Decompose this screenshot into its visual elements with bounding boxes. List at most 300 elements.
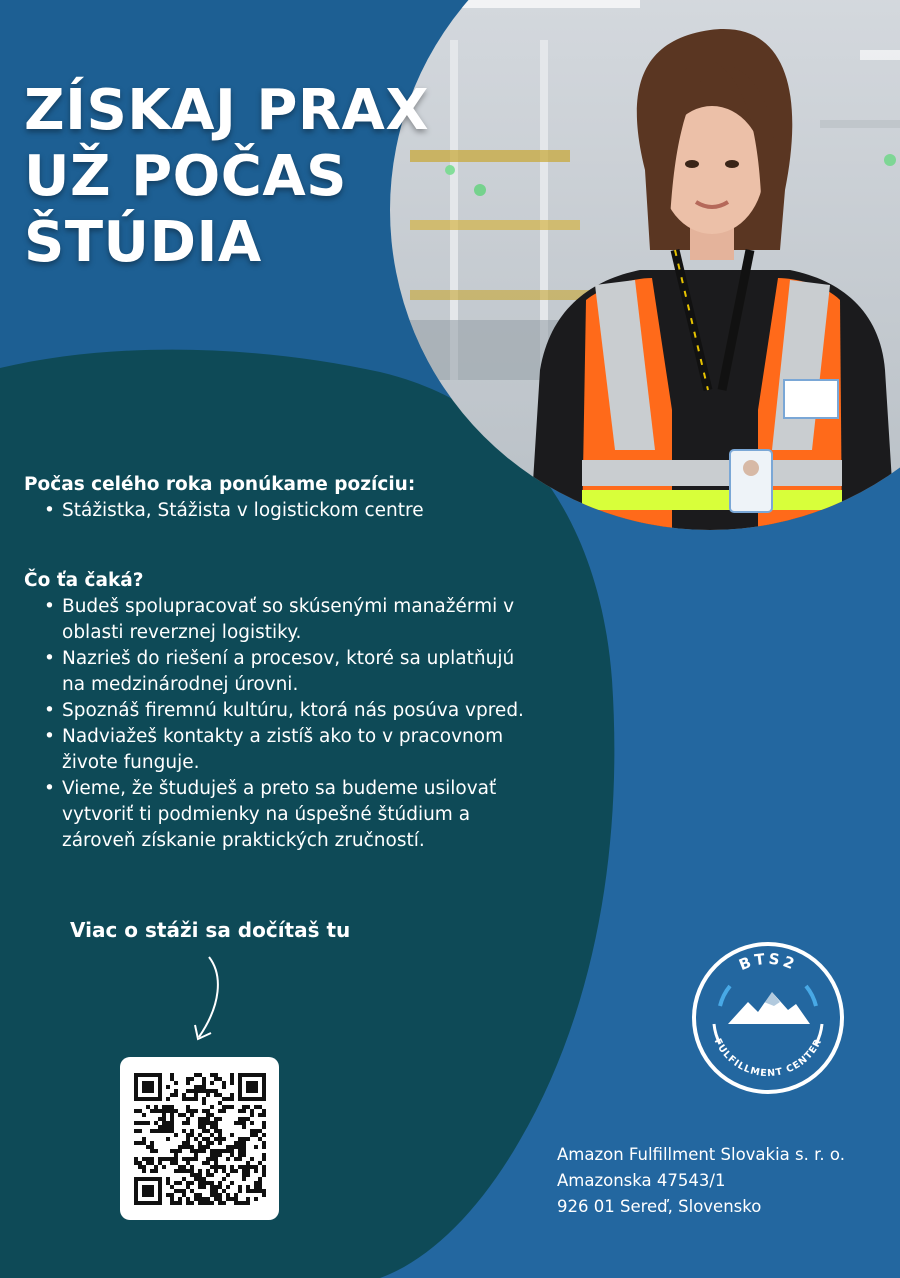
- qr-module: [170, 1073, 174, 1077]
- qr-module: [158, 1129, 162, 1133]
- qr-module: [202, 1185, 206, 1189]
- qr-module: [174, 1169, 178, 1173]
- qr-module: [258, 1181, 262, 1185]
- qr-module: [198, 1185, 202, 1189]
- qr-module: [186, 1089, 190, 1093]
- qr-module: [218, 1201, 222, 1205]
- qr-module: [262, 1173, 266, 1177]
- qr-module: [150, 1169, 154, 1173]
- qr-module: [202, 1121, 206, 1125]
- qr-module: [254, 1165, 258, 1169]
- qr-module: [242, 1117, 246, 1121]
- qr-module: [174, 1109, 178, 1113]
- qr-module: [162, 1157, 166, 1161]
- qr-module: [142, 1113, 146, 1117]
- qr-module: [154, 1129, 158, 1133]
- qr-module: [242, 1149, 246, 1153]
- qr-module: [166, 1129, 170, 1133]
- qr-module: [258, 1161, 262, 1165]
- qr-module: [150, 1161, 154, 1165]
- list-item-line: živote funguje.: [62, 752, 200, 773]
- qr-module: [166, 1109, 170, 1113]
- qr-module: [250, 1121, 254, 1125]
- qr-module: [186, 1105, 190, 1109]
- qr-module: [234, 1157, 238, 1161]
- qr-module: [234, 1169, 238, 1173]
- qr-module: [142, 1165, 146, 1169]
- qr-module: [226, 1185, 230, 1189]
- qr-module: [210, 1081, 214, 1085]
- qr-module: [202, 1149, 206, 1153]
- qr-module: [210, 1185, 214, 1189]
- qr-module: [210, 1073, 214, 1077]
- qr-module: [186, 1109, 190, 1113]
- qr-module: [202, 1081, 206, 1085]
- qr-module: [174, 1157, 178, 1161]
- qr-module: [146, 1105, 150, 1109]
- qr-module: [174, 1181, 178, 1185]
- qr-module: [214, 1125, 218, 1129]
- list-item-line: • Spoznáš firemnú kultúru, ktorá nás posúva vpred.: [62, 700, 524, 721]
- qr-module: [218, 1197, 222, 1201]
- qr-module: [210, 1125, 214, 1129]
- qr-module: [154, 1169, 158, 1173]
- qr-module: [162, 1121, 166, 1125]
- qr-module: [226, 1197, 230, 1201]
- qr-module: [238, 1185, 242, 1189]
- qr-module: [194, 1137, 198, 1141]
- qr-module: [198, 1197, 202, 1201]
- qr-module: [170, 1201, 174, 1205]
- qr-module: [246, 1189, 250, 1193]
- qr-module: [166, 1157, 170, 1161]
- qr-module: [170, 1109, 174, 1113]
- qr-module: [230, 1133, 234, 1137]
- qr-module: [242, 1173, 246, 1177]
- qr-module: [230, 1165, 234, 1169]
- qr-module: [210, 1165, 214, 1169]
- qr-module: [226, 1193, 230, 1197]
- qr-module: [186, 1169, 190, 1173]
- qr-module: [158, 1157, 162, 1161]
- qr-module: [170, 1149, 174, 1153]
- qr-module: [194, 1093, 198, 1097]
- qr-module: [150, 1141, 154, 1145]
- qr-module: [158, 1161, 162, 1165]
- qr-module: [174, 1089, 178, 1093]
- qr-module: [166, 1097, 170, 1101]
- qr-module: [210, 1141, 214, 1145]
- address-line: 926 01 Sereď, Slovensko: [557, 1197, 762, 1216]
- bts2-fulfillment-logo: [690, 940, 846, 1096]
- qr-module: [262, 1165, 266, 1169]
- qr-module: [226, 1105, 230, 1109]
- benefits-list: [24, 594, 584, 854]
- qr-module: [142, 1137, 146, 1141]
- qr-module: [186, 1157, 190, 1161]
- qr-module: [162, 1117, 166, 1121]
- qr-module: [262, 1133, 266, 1137]
- qr-module: [214, 1161, 218, 1165]
- qr-module: [134, 1157, 138, 1161]
- qr-module: [258, 1113, 262, 1117]
- qr-module: [238, 1121, 242, 1125]
- qr-module: [250, 1165, 254, 1169]
- qr-module: [186, 1081, 190, 1085]
- qr-module: [214, 1137, 218, 1141]
- qr-module: [142, 1121, 146, 1125]
- qr-module: [246, 1169, 250, 1173]
- qr-module: [214, 1189, 218, 1193]
- qr-module: [254, 1197, 258, 1201]
- address-line: Amazonska 47543/1: [557, 1171, 726, 1190]
- qr-module: [214, 1093, 218, 1097]
- qr-module: [206, 1173, 210, 1177]
- qr-module: [238, 1189, 242, 1193]
- qr-module: [254, 1129, 258, 1133]
- address-line: Amazon Fulfillment Slovakia s. r. o.: [557, 1145, 845, 1164]
- qr-module: [234, 1121, 238, 1125]
- qr-module: [210, 1201, 214, 1205]
- qr-module: [202, 1177, 206, 1181]
- qr-module: [242, 1153, 246, 1157]
- qr-module: [202, 1109, 206, 1113]
- qr-module: [218, 1181, 222, 1185]
- list-item-line: • Nazrieš do riešení a procesov, ktoré sa uplatňujú: [62, 648, 515, 669]
- qr-module: [150, 1149, 154, 1153]
- qr-module: [178, 1189, 182, 1193]
- qr-module: [230, 1145, 234, 1149]
- qr-module: [238, 1109, 242, 1113]
- qr-module: [186, 1145, 190, 1149]
- qr-module: [182, 1145, 186, 1149]
- qr-module: [222, 1085, 226, 1089]
- qr-module: [190, 1169, 194, 1173]
- qr-module: [214, 1185, 218, 1189]
- list-item-line: • Nadviažeš kontakty a zistíš ako to v pracovnom: [62, 726, 504, 747]
- qr-module: [254, 1189, 258, 1193]
- qr-module: [206, 1137, 210, 1141]
- qr-module: [146, 1145, 150, 1149]
- qr-module: [234, 1201, 238, 1205]
- arrow-down-icon: [185, 955, 235, 1047]
- qr-module: [154, 1165, 158, 1169]
- qr-module: [170, 1121, 174, 1125]
- qr-module: [198, 1145, 202, 1149]
- qr-module: [242, 1137, 246, 1141]
- qr-module: [138, 1109, 142, 1113]
- qr-module: [214, 1157, 218, 1161]
- qr-module: [174, 1093, 178, 1097]
- qr-module: [210, 1105, 214, 1109]
- qr-module: [190, 1089, 194, 1093]
- qr-module: [186, 1197, 190, 1201]
- qr-module: [206, 1169, 210, 1173]
- qr-module: [214, 1169, 218, 1173]
- qr-module: [190, 1113, 194, 1117]
- qr-module: [214, 1121, 218, 1125]
- qr-module: [170, 1129, 174, 1133]
- qr-module: [246, 1165, 250, 1169]
- qr-module: [262, 1125, 266, 1129]
- qr-module: [206, 1121, 210, 1125]
- qr-module: [262, 1145, 266, 1149]
- qr-module: [182, 1169, 186, 1173]
- qr-module: [178, 1113, 182, 1117]
- qr-module: [186, 1185, 190, 1189]
- qr-module: [218, 1165, 222, 1169]
- qr-module: [198, 1085, 202, 1089]
- qr-module: [182, 1129, 186, 1133]
- qr-module: [150, 1109, 154, 1113]
- qr-module: [214, 1089, 218, 1093]
- qr-module: [182, 1093, 186, 1097]
- qr-module: [190, 1173, 194, 1177]
- qr-module: [214, 1197, 218, 1201]
- qr-module: [262, 1157, 266, 1161]
- qr-module: [170, 1125, 174, 1129]
- qr-module: [186, 1133, 190, 1137]
- qr-module: [230, 1077, 234, 1081]
- qr-module: [158, 1109, 162, 1113]
- qr-module: [246, 1173, 250, 1177]
- qr-module: [198, 1121, 202, 1125]
- qr-module: [170, 1093, 174, 1097]
- qr-module: [222, 1109, 226, 1113]
- qr-module: [134, 1161, 138, 1165]
- qr-module: [134, 1129, 138, 1133]
- qr-module: [206, 1093, 210, 1097]
- qr-module: [258, 1185, 262, 1189]
- qr-module: [170, 1117, 174, 1121]
- qr-code-card[interactable]: [120, 1057, 279, 1220]
- qr-module: [202, 1097, 206, 1101]
- qr-module: [178, 1201, 182, 1205]
- qr-module: [210, 1157, 214, 1161]
- qr-module: [206, 1089, 210, 1093]
- qr-module: [246, 1197, 250, 1201]
- qr-module: [202, 1085, 206, 1089]
- list-item-line: zároveň získanie praktických zručností.: [62, 830, 425, 851]
- qr-module: [182, 1141, 186, 1145]
- cta-text: Viac o stáži sa dočítaš tu: [70, 918, 351, 942]
- qr-module: [162, 1113, 166, 1117]
- qr-module: [166, 1121, 170, 1125]
- qr-module: [262, 1189, 266, 1193]
- qr-module: [226, 1149, 230, 1153]
- qr-module: [190, 1165, 194, 1169]
- list-item-line: vytvoriť ti podmienky na úspešné štúdium a: [62, 804, 471, 825]
- qr-module: [238, 1137, 242, 1141]
- positions-heading: Počas celého roka ponúkame pozíciu:: [24, 474, 416, 495]
- qr-code-icon[interactable]: [134, 1073, 266, 1205]
- qr-module: [262, 1153, 266, 1157]
- qr-module: [210, 1089, 214, 1093]
- qr-module: [218, 1109, 222, 1113]
- qr-module: [250, 1129, 254, 1133]
- qr-module: [234, 1145, 238, 1149]
- qr-module: [214, 1117, 218, 1121]
- qr-module: [230, 1105, 234, 1109]
- qr-module: [230, 1181, 234, 1185]
- qr-module: [154, 1121, 158, 1125]
- qr-module: [158, 1125, 162, 1129]
- qr-module: [222, 1177, 226, 1181]
- qr-module: [250, 1109, 254, 1113]
- qr-module: [214, 1193, 218, 1197]
- qr-module: [150, 1157, 154, 1161]
- list-item: [24, 724, 584, 776]
- qr-module: [206, 1197, 210, 1201]
- benefits-heading: Čo ťa čaká?: [24, 570, 144, 591]
- qr-module: [198, 1169, 202, 1173]
- qr-module: [230, 1149, 234, 1153]
- qr-module: [262, 1193, 266, 1197]
- qr-module: [162, 1109, 166, 1113]
- qr-module: [134, 1121, 138, 1125]
- qr-module: [194, 1177, 198, 1181]
- qr-module: [202, 1161, 206, 1165]
- qr-module: [238, 1117, 242, 1121]
- qr-module: [198, 1181, 202, 1185]
- qr-module: [258, 1177, 262, 1181]
- qr-module: [222, 1105, 226, 1109]
- qr-module: [262, 1109, 266, 1113]
- qr-module: [214, 1149, 218, 1153]
- qr-module: [254, 1169, 258, 1173]
- qr-module: [202, 1129, 206, 1133]
- qr-module: [250, 1133, 254, 1137]
- qr-module: [218, 1093, 222, 1097]
- qr-module: [262, 1113, 266, 1117]
- qr-module: [182, 1189, 186, 1193]
- qr-module: [262, 1169, 266, 1173]
- qr-module: [214, 1077, 218, 1081]
- qr-module: [234, 1141, 238, 1145]
- qr-module: [198, 1089, 202, 1093]
- qr-module: [242, 1141, 246, 1145]
- qr-module: [226, 1157, 230, 1161]
- qr-module: [222, 1201, 226, 1205]
- qr-module: [182, 1193, 186, 1197]
- qr-module: [194, 1153, 198, 1157]
- qr-module: [254, 1181, 258, 1185]
- qr-module: [230, 1081, 234, 1085]
- qr-module: [222, 1081, 226, 1085]
- qr-module: [238, 1201, 242, 1205]
- qr-module: [190, 1201, 194, 1205]
- qr-module: [198, 1133, 202, 1137]
- qr-module: [202, 1089, 206, 1093]
- qr-module: [150, 1145, 154, 1149]
- qr-module: [146, 1121, 150, 1125]
- qr-module: [238, 1149, 242, 1153]
- qr-module: [166, 1193, 170, 1197]
- qr-module: [226, 1097, 230, 1101]
- qr-module: [194, 1173, 198, 1177]
- qr-module: [198, 1193, 202, 1197]
- qr-module: [238, 1141, 242, 1145]
- qr-module: [166, 1085, 170, 1089]
- qr-module: [174, 1133, 178, 1137]
- qr-module: [154, 1149, 158, 1153]
- headline-line-1: ZÍSKAJ PRAX: [24, 78, 430, 143]
- qr-module: [246, 1117, 250, 1121]
- qr-module: [162, 1165, 166, 1169]
- qr-module: [170, 1077, 174, 1081]
- qr-module: [242, 1177, 246, 1181]
- qr-module: [194, 1193, 198, 1197]
- qr-module: [190, 1189, 194, 1193]
- qr-module: [174, 1161, 178, 1165]
- qr-module: [210, 1133, 214, 1137]
- qr-module: [198, 1173, 202, 1177]
- qr-module: [186, 1137, 190, 1141]
- qr-module: [194, 1089, 198, 1093]
- qr-module: [190, 1181, 194, 1185]
- qr-module: [138, 1129, 142, 1133]
- qr-module: [190, 1109, 194, 1113]
- qr-module: [198, 1177, 202, 1181]
- qr-module: [198, 1201, 202, 1205]
- qr-module: [186, 1201, 190, 1205]
- qr-module: [174, 1189, 178, 1193]
- qr-module: [218, 1117, 222, 1121]
- qr-module: [170, 1197, 174, 1201]
- qr-module: [186, 1141, 190, 1145]
- qr-module: [246, 1137, 250, 1141]
- qr-module: [170, 1161, 174, 1165]
- qr-module: [206, 1109, 210, 1113]
- qr-module: [210, 1113, 214, 1117]
- qr-module: [206, 1141, 210, 1145]
- qr-module: [134, 1141, 138, 1145]
- qr-module: [146, 1157, 150, 1161]
- qr-module: [210, 1189, 214, 1193]
- qr-module: [182, 1157, 186, 1161]
- qr-module: [254, 1105, 258, 1109]
- qr-module: [242, 1169, 246, 1173]
- qr-module: [222, 1165, 226, 1169]
- list-item: [24, 646, 584, 698]
- qr-module: [218, 1141, 222, 1145]
- qr-module: [218, 1149, 222, 1153]
- qr-module: [254, 1185, 258, 1189]
- qr-module: [238, 1145, 242, 1149]
- logo-top-text: BTS2: [736, 949, 800, 975]
- qr-module: [202, 1125, 206, 1129]
- qr-module: [258, 1189, 262, 1193]
- qr-module: [210, 1173, 214, 1177]
- qr-module: [178, 1149, 182, 1153]
- qr-module: [262, 1121, 266, 1125]
- qr-module: [250, 1157, 254, 1161]
- qr-module: [190, 1097, 194, 1101]
- qr-module: [142, 1141, 146, 1145]
- qr-module: [230, 1093, 234, 1097]
- qr-module: [162, 1105, 166, 1109]
- qr-module: [134, 1109, 138, 1113]
- qr-module: [250, 1113, 254, 1117]
- qr-module: [194, 1097, 198, 1101]
- qr-module: [230, 1073, 234, 1077]
- qr-module: [198, 1141, 202, 1145]
- logo-bottom-text: FULFILLMENT CENTER: [711, 1036, 825, 1080]
- qr-module: [210, 1181, 214, 1185]
- qr-module: [166, 1125, 170, 1129]
- qr-module: [186, 1117, 190, 1121]
- qr-module: [246, 1161, 250, 1165]
